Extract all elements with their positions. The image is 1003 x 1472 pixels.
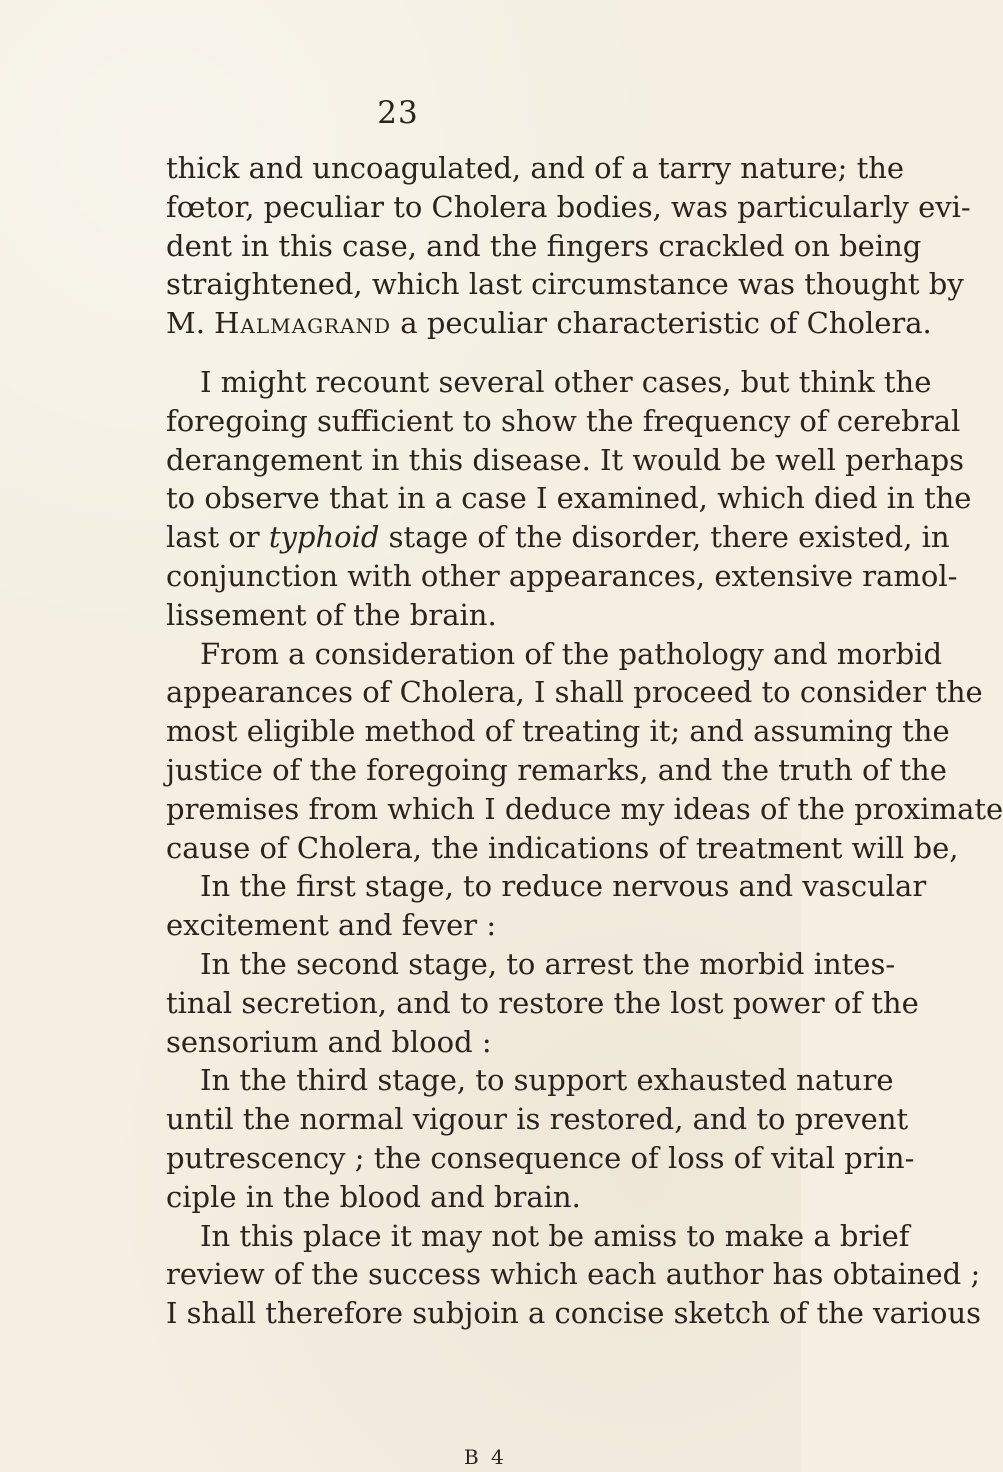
line-suffix: stage of the disorder, there existed, in: [379, 520, 950, 555]
paragraph-line: From a consideration of the pathology and morbid: [200, 636, 943, 671]
paragraph-line: putrescency ; the consequence of loss of vital prin-: [166, 1140, 915, 1175]
line-prefix: M.: [166, 306, 215, 341]
italic-term: typhoid: [268, 520, 380, 555]
paragraph-line: tinal secretion, and to restore the lost power of the: [166, 985, 919, 1020]
paragraph-line: straightened, which last circumstance was thought by: [166, 267, 964, 302]
paragraph-6: [166, 1061, 915, 1216]
paragraph-line: cause of Cholera, the indications of treatment will be,: [166, 830, 959, 865]
paragraph-line: sensorium and blood :: [166, 1024, 492, 1059]
paragraph-line: In the second stage, to arrest the morbid intes-: [200, 946, 896, 981]
paragraph-2: [166, 363, 972, 635]
paragraph-line: fœtor, peculiar to Cholera bodies, was particularly evi-: [166, 189, 971, 224]
paragraph-line: In the first stage, to reduce nervous and vascular: [200, 869, 927, 904]
paragraph-line: I might recount several other cases, but think the: [200, 364, 932, 399]
paragraph-line: ciple in the blood and brain.: [166, 1179, 581, 1214]
paragraph-line: foregoing sufficient to show the frequency of cerebral: [166, 403, 961, 438]
paragraph-line: to observe that in a case I examined, which died in the: [166, 481, 972, 516]
paragraph-line: premises from which I deduce my ideas of the proximate: [166, 791, 1003, 826]
paragraph-line: lissement of the brain.: [166, 597, 497, 632]
paragraph-line: thick and uncoagulated, and of a tarry nature; the: [166, 151, 905, 185]
paragraph-line: derangement in this disease. It would be well perhaps: [166, 442, 965, 477]
paragraph-line: most eligible method of treating it; and assuming the: [166, 714, 950, 749]
line-suffix: a peculiar characteristic of Cholera.: [391, 306, 932, 341]
paragraph-line: [166, 304, 932, 343]
paragraph-line: appearances of Cholera, I shall proceed to consider the: [166, 675, 983, 710]
paragraph-line: review of the success which each author has obtained ;: [166, 1257, 981, 1292]
paragraph-line: I shall therefore subjoin a concise sketch of the various: [166, 1296, 982, 1331]
author-name: Halmagrand: [214, 306, 392, 341]
paragraph-line: excitement and fever :: [166, 908, 497, 943]
paragraph-line: justice of the foregoing remarks, and the truth of the: [166, 752, 947, 787]
paragraph-line: [166, 518, 950, 557]
paragraph-5: [166, 945, 919, 1061]
paragraph-1: [166, 149, 971, 343]
paragraph-line: dent in this case, and the fingers crackled on being: [166, 228, 922, 263]
page-number: 23: [377, 95, 419, 131]
line-prefix: last or: [166, 520, 269, 555]
body-text: [166, 149, 1003, 1333]
paragraph-7: [166, 1217, 982, 1333]
paragraph-line: In the third stage, to support exhausted nature: [200, 1063, 894, 1098]
paragraph-line: In this place it may not be amiss to make a brief: [200, 1218, 910, 1253]
paragraph-line: conjunction with other appearances, extensive ramol-: [166, 558, 958, 593]
paragraph-3: [166, 635, 1003, 868]
paragraph-4: [166, 867, 927, 945]
paragraph-line: until the normal vigour is restored, and to prevent: [166, 1102, 909, 1137]
signature-mark: B 4: [464, 1445, 507, 1469]
